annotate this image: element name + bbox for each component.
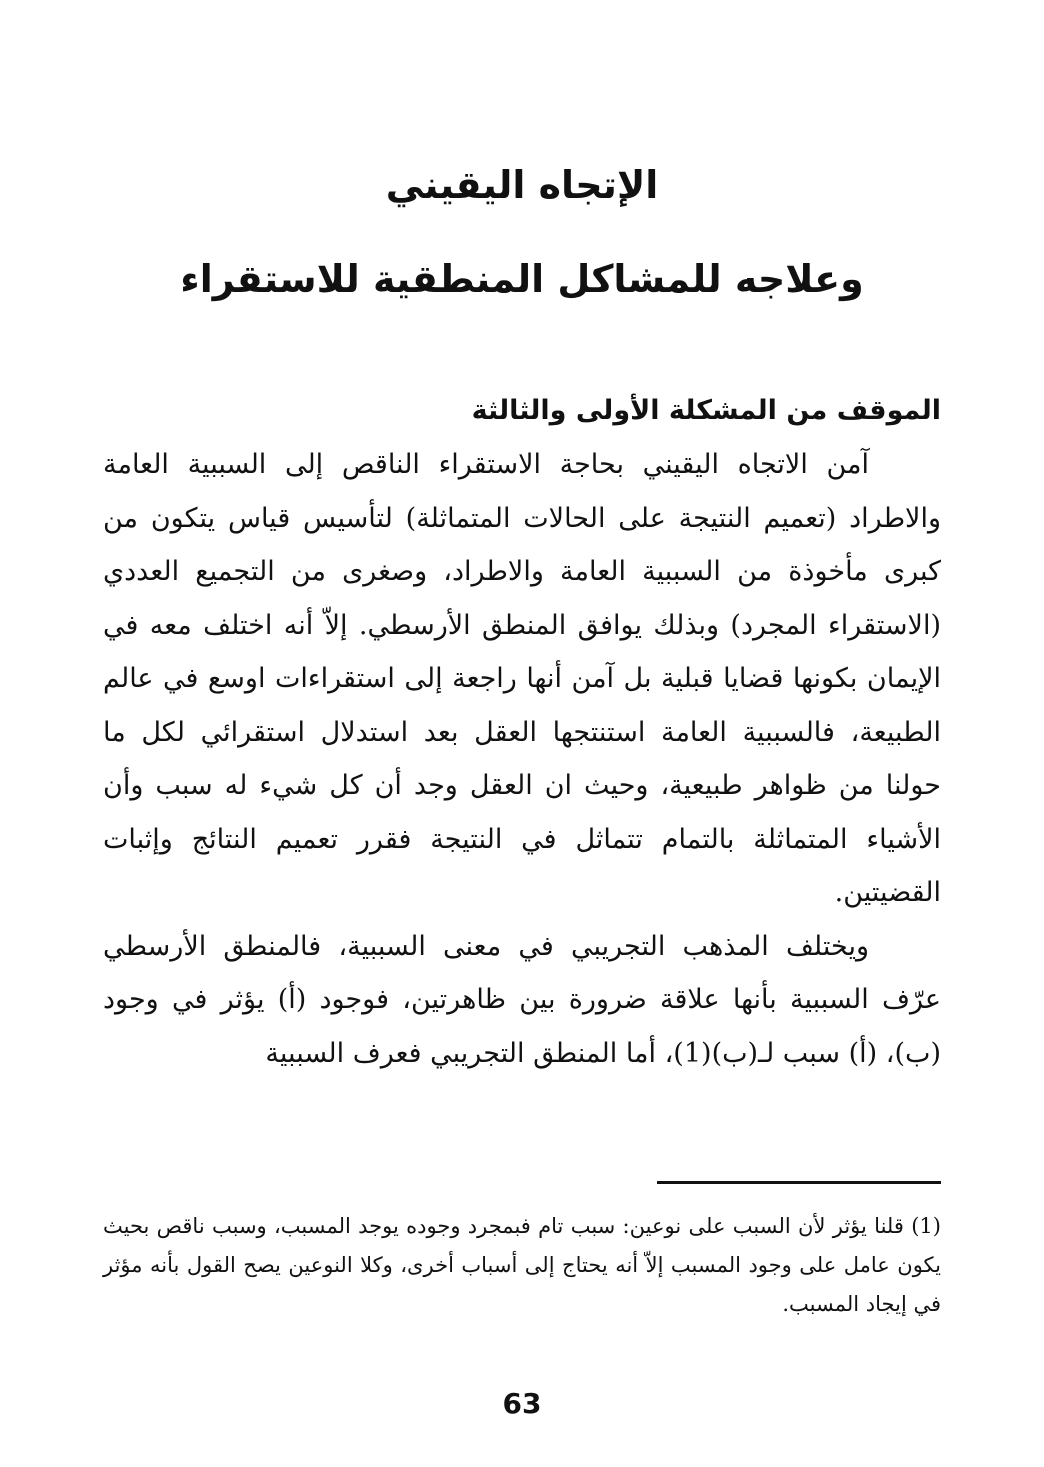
footnote-1: (1) قلنا يؤثر لأن السبب على نوعين: سبب تام فبمجرد وجوده يوجد المسبب، وسبب ناقص بحيث يكون عامل على وجود المسبب إلاّ أنه يحتاج إلى أسباب أخرى، وكلا النوعين يصح القول بأنه مؤثر في إيجاد المسبب.: [103, 1214, 941, 1316]
section-heading: الموقف من المشكلة الأولى والثالثة: [471, 395, 941, 426]
chapter-title: [0, 160, 1044, 304]
footnotes: [103, 1207, 941, 1324]
paragraph-2: ويختلف المذهب التجريبي في معنى السببية، فالمنطق الأرسطي عرّف السببية بأنها علاقة ضرورة بين ظاهرتين، فوجود (أ) يؤثر في وجود (ب)، (أ) سبب لـ(ب)(1)، أما المنطق التجريبي فعرف السببية: [103, 930, 941, 1069]
chapter-title-line-1: الإتجاه اليقيني: [385, 163, 659, 207]
main-text: [103, 387, 941, 1080]
page-number: 63: [502, 1387, 542, 1420]
footnote-separator: [657, 1181, 941, 1184]
chapter-title-line-2: وعلاجه للمشاكل المنطقية للاستقراء: [180, 257, 864, 301]
paragraph-1: آمن الاتجاه اليقيني بحاجة الاستقراء الناقص إلى السببية العامة والاطراد (تعميم النتيجة على الحالات المتماثلة) لتأسيس قياس يتكون من كبرى مأخوذة من السببية العامة والاطراد، وصغرى من التجميع العددي (الاستقراء المجرد) وبذلك يوافق المنطق الأرسطي. إلاّ أنه اختلف معه في الإيمان بكونها قضايا قبلية بل آمن أنها راجعة إلى استقراءات اوسع في عالم الطبيعة، فالسببية العامة استنتجها العقل بعد استدلال استقرائي لكل ما حولنا من ظواهر طبيعية، وحيث ان العقل وجد أن كل شيء له سبب وأن الأشياء المتماثلة بالتمام تتماثل في النتيجة فقرر تعميم النتائج وإثبات القضيتين.: [103, 449, 941, 908]
